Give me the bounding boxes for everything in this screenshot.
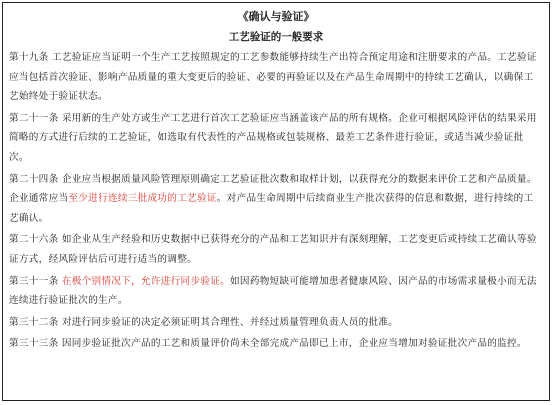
- article-31-label: 第三十一条: [9, 275, 62, 287]
- article-19: 第十九条 工艺验证应当证明一个生产工艺按照规定的工艺参数能够持续生产出符合预定用途和注册要求的产品。工艺验证应当包括首次验证、影响产品质量的重大变更后的验证、必要的再验证以及在产品生命周期中的持续工艺确认，以确保工艺始终处于验证状态。: [9, 52, 537, 103]
- section-heading: 工艺验证的一般要求: [228, 31, 324, 43]
- article-31-text: 如因药物短缺可能增加患者健康风险、因产品的市场需求量极小而无法连续进行验证批次的生产。: [9, 275, 537, 307]
- article-31: [9, 272, 543, 311]
- article-26: 第二十六条 如企业从生产经验和历史数据中已获得充分的产品和工艺知识并有深刻理解，工艺变更后或持续工艺确认等验证方式，经风险评估后可进行适当的调整。: [9, 234, 537, 265]
- article-24: [9, 170, 543, 229]
- article-31-highlight: 在极个别情况下，允许进行同步验证。: [61, 275, 231, 287]
- article-32: 第三十二条 对进行同步验证的决定必须证明其合理性、并经过质量管理负责人员的批准。: [9, 316, 399, 328]
- article-24-highlight: 至少进行连续三批成功的工艺验证: [68, 193, 217, 205]
- article-24-text-end: 。对产品生命周期中后续商业生产批次获得的信息和数据，进行持续的工艺确认。: [9, 193, 534, 224]
- article-21: 第二十一条 采用新的生产处方或生产工艺进行首次工艺验证应当涵盖该产品的所有规格。企业可根据风险评估的结果采用简略的方式进行后续的工艺验证，如选取有代表性的产品规格或包装规格、最差工艺条件进行验证，或适当减少验证批次。: [9, 112, 537, 163]
- article-24-text: 第二十四条 企业应当根据质量风险管理原则确定工艺验证批次数和取样计划，以获得充分的数据来评价工艺和产品质量。企业通常应当: [9, 173, 537, 205]
- document-frame: [2, 2, 550, 401]
- article-33: 第三十三条 因同步验证批次产品的工艺和质量评价尚未全部完成产品即已上市，企业应当增加对验证批次产品的监控。: [9, 338, 527, 350]
- document-title: 《确认与验证》: [237, 10, 315, 23]
